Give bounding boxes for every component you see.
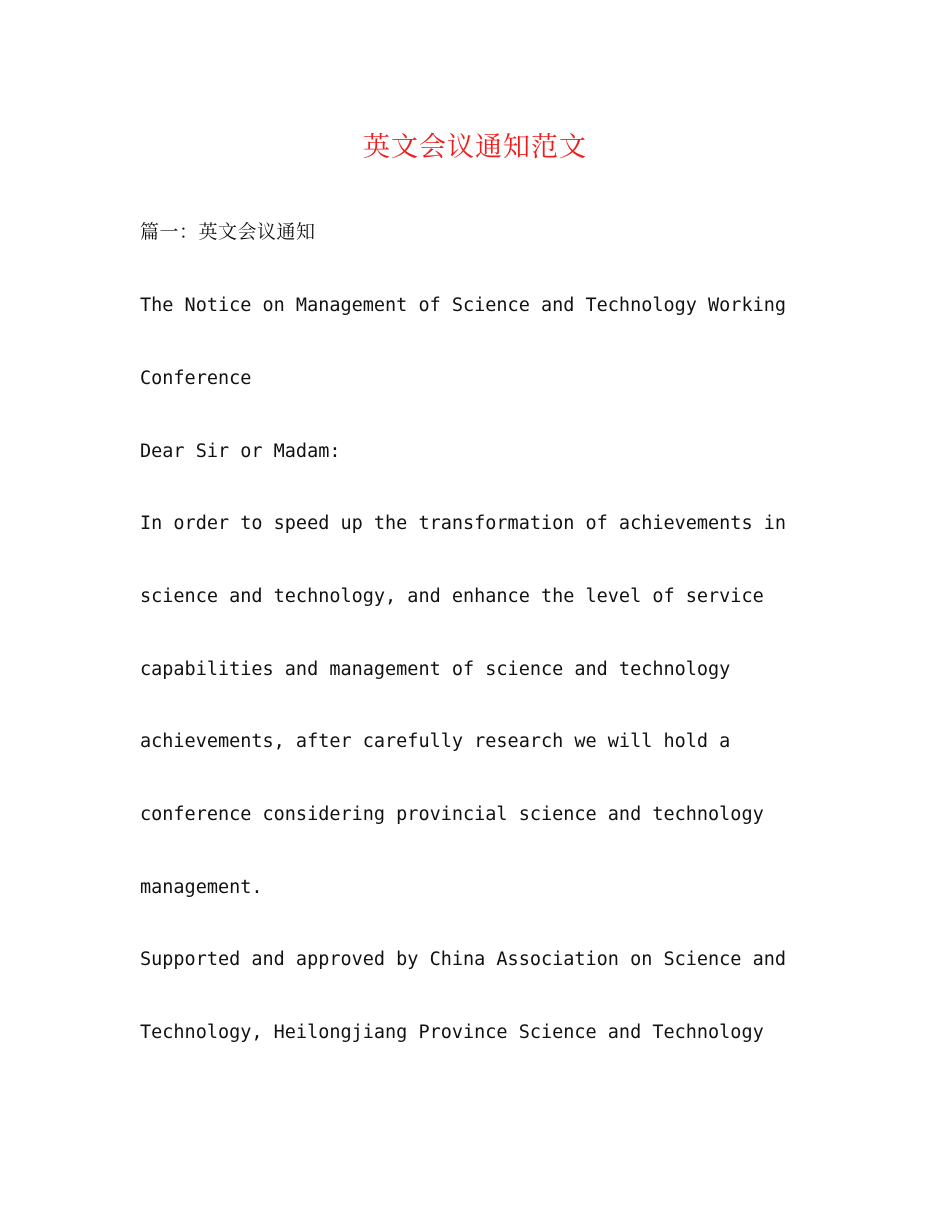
document-title: 英文会议通知范文 — [363, 132, 587, 163]
body-line: science and technology, and enhance the level of service — [140, 586, 764, 607]
body-line: In order to speed up the transformation of achievements in — [140, 513, 787, 534]
body-line: conference considering provincial science and technology — [140, 804, 764, 825]
body-line: Conference — [140, 368, 252, 389]
body-line: The Notice on Management of Science and Technology Working — [140, 295, 787, 316]
body-line: Dear Sir or Madam: — [140, 441, 341, 462]
body-line: achievements, after carefully research we will hold a — [140, 731, 731, 752]
body-line: capabilities and management of science and technology — [140, 659, 731, 680]
body-line: Technology, Heilongjiang Province Science and Technology — [140, 1022, 764, 1043]
body-line: Supported and approved by China Association on Science and — [140, 949, 787, 970]
body-line: management. — [140, 877, 263, 898]
section-heading: 篇一：英文会议通知 — [140, 221, 316, 243]
